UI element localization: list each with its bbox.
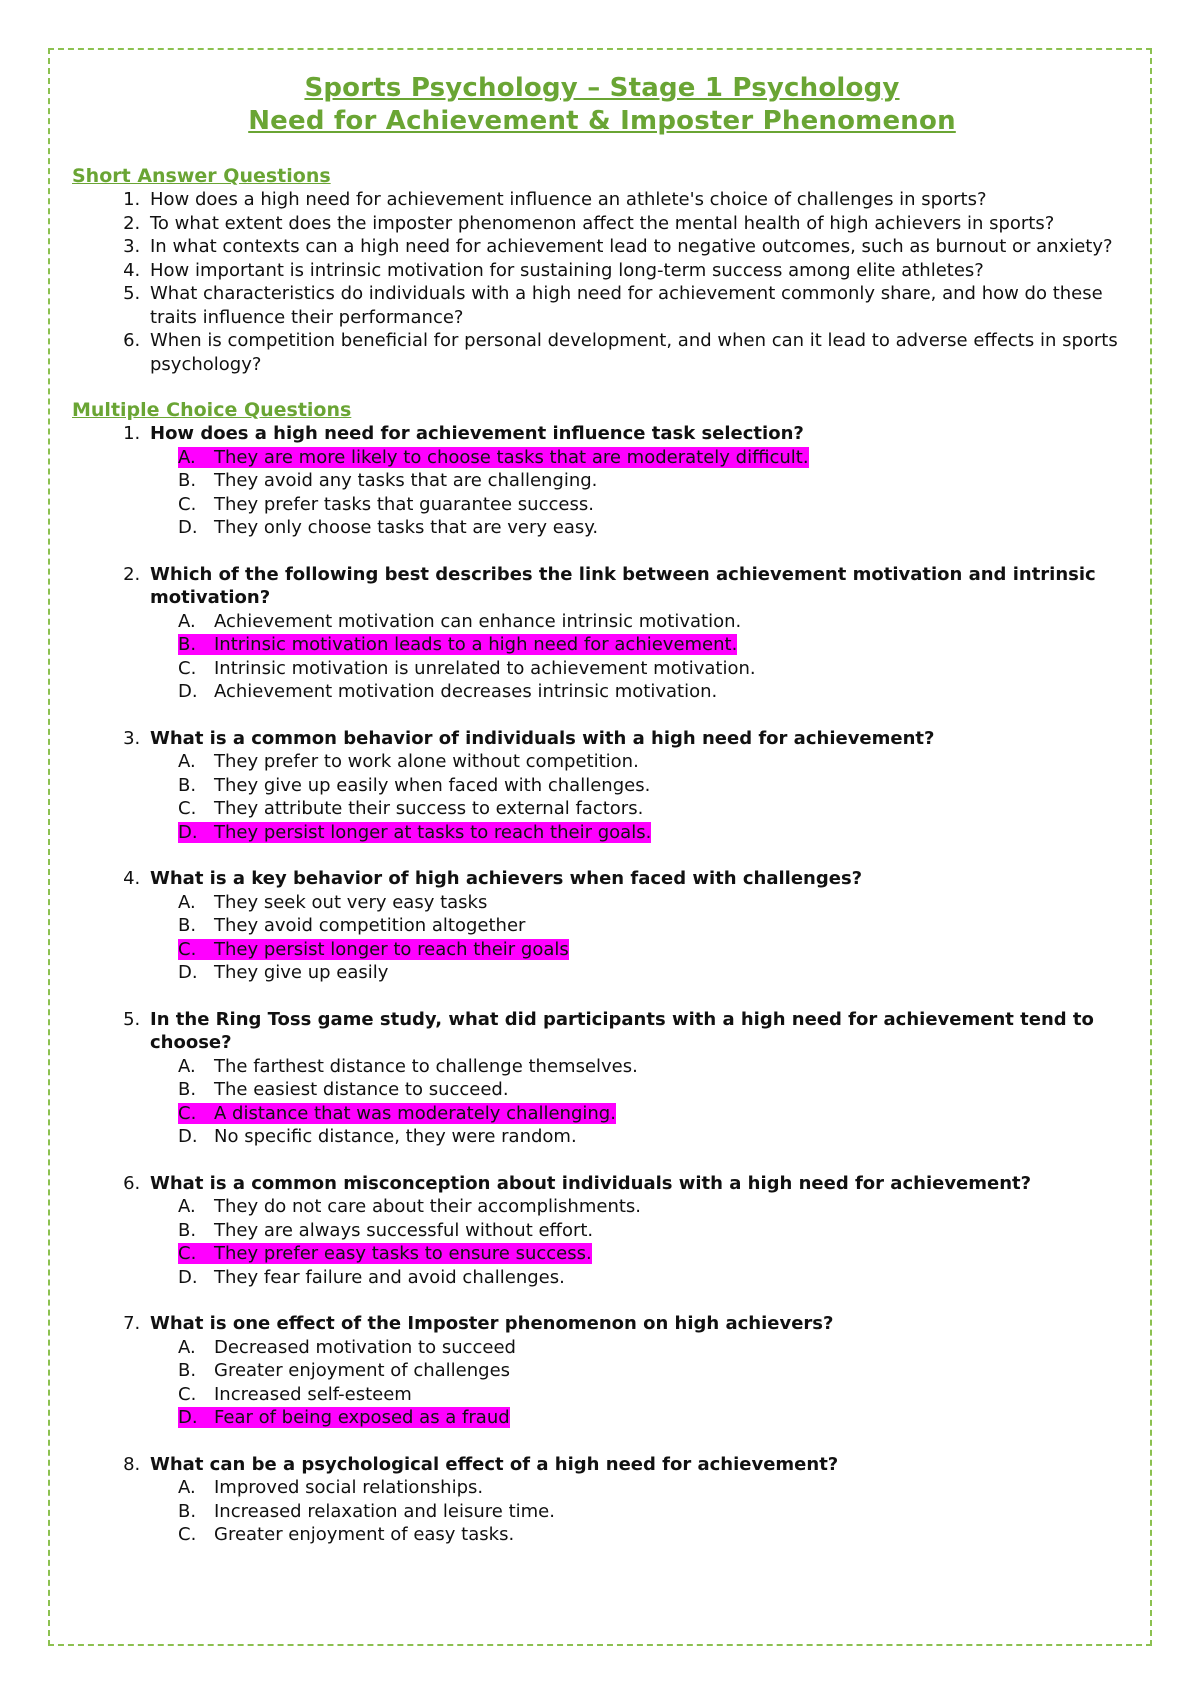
option-highlight [178, 1243, 592, 1264]
mcq-option [178, 1500, 1132, 1524]
mcq-question-text: 1. How does a high need for achievement influence task selection? [150, 423, 804, 444]
mcq-options [150, 1195, 1132, 1289]
mcq-options [150, 1336, 1132, 1430]
option-highlight [178, 1360, 510, 1381]
document-body [72, 72, 1132, 1570]
mcq-question-text: 3. What is a common behavior of individuals with a high need for achievement? [150, 727, 935, 749]
mcq-option [178, 1195, 1132, 1219]
option-highlight [178, 494, 594, 515]
mcq-option [178, 750, 1132, 774]
option-letter: D. [178, 1126, 198, 1147]
document-title [72, 72, 1132, 138]
mcq-option [178, 797, 1132, 821]
mcq-item [146, 727, 1132, 845]
option-text: Fear of being exposed as a fraud [214, 1407, 510, 1428]
mcq-option [178, 680, 1132, 704]
option-highlight [178, 517, 598, 538]
mcq-question-text: 7. What is one effect of the Imposter phenomenon on high achievers? [150, 1313, 834, 1334]
option-highlight [178, 751, 639, 772]
mcq-option [178, 1266, 1132, 1290]
mcq-options [150, 1476, 1132, 1547]
option-highlight [178, 634, 737, 655]
option-highlight [178, 1337, 516, 1358]
multiple-choice-heading: Multiple Choice Questions [72, 399, 352, 421]
option-highlight [178, 915, 525, 936]
title-line-1: Sports Psychology – Stage 1 Psychology [304, 73, 900, 103]
mcq-question-text: 2. Which of the following best describes the link between achievement motivation and intrinsic motivation? [150, 563, 1096, 608]
mcq-option [178, 1476, 1132, 1500]
option-letter: A. [178, 1336, 196, 1358]
short-answer-question: 6. When is competition beneficial for personal development, and when can it lead to adverse effects in sports psychology? [146, 329, 1132, 376]
option-highlight [178, 611, 741, 632]
short-answer-question: 5. What characteristics do individuals with a high need for achievement commonly share, and how do these traits influence their performance? [146, 282, 1132, 329]
mcq-option [178, 657, 1132, 681]
mcq-option-correct [178, 446, 1132, 470]
option-highlight [178, 681, 717, 702]
option-text: Intrinsic motivation is unrelated to achievement motivation. [214, 657, 756, 679]
option-highlight [178, 658, 756, 679]
mcq-option-correct [178, 821, 1132, 845]
option-highlight [178, 798, 643, 819]
option-highlight [178, 1079, 509, 1100]
option-highlight [178, 470, 597, 491]
option-text: They seek out very easy tasks [214, 891, 488, 913]
option-letter: D. [178, 821, 198, 843]
option-text: They do not care about their accomplishments. [214, 1196, 642, 1217]
option-text: They avoid competition altogether [214, 915, 526, 936]
option-text: Greater enjoyment of challenges [214, 1360, 511, 1381]
mcq-item [146, 1312, 1132, 1430]
mcq-options [150, 610, 1132, 704]
mcq-option-correct [178, 938, 1132, 962]
option-letter: B. [178, 634, 197, 655]
option-highlight [178, 1220, 593, 1241]
option-text: No specific distance, they were random. [214, 1126, 577, 1147]
option-letter: B. [178, 1360, 197, 1381]
mcq-option-correct [178, 1242, 1132, 1266]
option-text: They persist longer to reach their goals [214, 938, 569, 960]
mcq-option [178, 469, 1132, 493]
short-answer-question: 2. To what extent does the imposter phenomenon affect the mental health of high achievers in sports? [146, 212, 1132, 236]
option-letter: A. [178, 1477, 196, 1498]
mcq-options [150, 750, 1132, 844]
option-text: Increased self-esteem [214, 1383, 412, 1405]
option-highlight [178, 447, 809, 468]
option-letter: C. [178, 938, 197, 960]
short-answer-list [72, 188, 1132, 376]
option-highlight [178, 939, 569, 960]
option-letter: A. [178, 610, 196, 632]
option-text: The easiest distance to succeed. [214, 1079, 509, 1100]
option-highlight [178, 1524, 514, 1545]
option-letter: D. [178, 962, 198, 983]
option-letter: C. [178, 493, 197, 515]
multiple-choice-list [72, 422, 1132, 1547]
mcq-option [178, 1383, 1132, 1407]
option-text: They give up easily [214, 962, 389, 983]
option-text: They fear failure and avoid challenges. [214, 1266, 565, 1288]
mcq-options [150, 446, 1132, 540]
short-answer-question: 4. How important is intrinsic motivation for sustaining long-term success among elite athletes? [146, 259, 1132, 283]
mcq-option-correct [178, 633, 1132, 657]
option-letter: B. [178, 774, 197, 796]
mcq-question-text: 8. What can be a psychological effect of a high need for achievement? [150, 1453, 839, 1475]
option-highlight [178, 1126, 577, 1147]
mcq-question-text: 5. In the Ring Toss game study, what did participants with a high need for achievement tend to choose? [150, 1008, 1094, 1053]
title-line-2: Need for Achievement & Imposter Phenomenon [248, 106, 956, 136]
option-letter: D. [178, 1266, 198, 1288]
option-highlight [178, 1384, 412, 1405]
option-text: A distance that was moderately challenging. [214, 1102, 616, 1124]
option-letter: C. [178, 1243, 197, 1264]
option-text: They persist longer at tasks to reach their goals. [214, 821, 652, 843]
option-letter: A. [178, 1055, 196, 1077]
option-letter: D. [178, 681, 198, 702]
short-answer-question: 3. In what contexts can a high need for achievement lead to negative outcomes, such as burnout or anxiety? [146, 235, 1132, 259]
option-letter: A. [178, 751, 196, 772]
option-text: Increased relaxation and leisure time. [214, 1500, 555, 1522]
option-letter: C. [178, 798, 197, 819]
option-text: They attribute their success to external factors. [214, 798, 644, 819]
mcq-option [178, 1078, 1132, 1102]
option-highlight [178, 1056, 638, 1077]
option-letter: C. [178, 1524, 197, 1545]
mcq-item [146, 563, 1132, 704]
option-letter: A. [178, 1196, 196, 1217]
option-text: Decreased motivation to succeed [214, 1336, 516, 1358]
mcq-option [178, 1055, 1132, 1079]
option-letter: A. [178, 446, 196, 468]
mcq-option [178, 1359, 1132, 1383]
mcq-option [178, 961, 1132, 985]
option-text: They prefer easy tasks to ensure success. [214, 1243, 592, 1264]
option-letter: B. [178, 470, 197, 491]
option-text: They only choose tasks that are very easy. [214, 517, 599, 538]
option-text: Greater enjoyment of easy tasks. [214, 1524, 515, 1545]
option-text: They prefer to work alone without competition. [214, 751, 639, 772]
mcq-question-text: 6. What is a common misconception about individuals with a high need for achievement? [150, 1172, 1032, 1194]
option-letter: B. [178, 1219, 197, 1241]
option-highlight [178, 892, 487, 913]
mcq-option [178, 516, 1132, 540]
option-text: They are more likely to choose tasks that are moderately difficult. [214, 446, 809, 468]
option-text: The farthest distance to challenge themselves. [214, 1055, 638, 1077]
mcq-option [178, 610, 1132, 634]
mcq-option [178, 1523, 1132, 1547]
option-highlight [178, 962, 388, 983]
option-letter: C. [178, 657, 197, 679]
option-letter: A. [178, 891, 196, 913]
mcq-item [146, 1172, 1132, 1290]
option-highlight [178, 775, 650, 796]
option-letter: B. [178, 915, 197, 936]
option-text: They prefer tasks that guarantee success. [214, 493, 594, 515]
mcq-option-correct [178, 1406, 1132, 1430]
option-text: They are always successful without effort. [214, 1219, 594, 1241]
option-highlight [178, 1267, 565, 1288]
option-letter: D. [178, 1407, 198, 1428]
option-highlight [178, 1103, 616, 1124]
mcq-option [178, 1336, 1132, 1360]
option-text: Improved social relationships. [214, 1477, 484, 1498]
option-letter: B. [178, 1500, 197, 1522]
short-answer-question: 1. How does a high need for achievement influence an athlete's choice of challenges in sports? [146, 188, 1132, 212]
mcq-option-correct [178, 1102, 1132, 1126]
option-highlight [178, 1477, 483, 1498]
option-letter: C. [178, 1102, 197, 1124]
option-letter: B. [178, 1079, 197, 1100]
option-text: Achievement motivation decreases intrinsic motivation. [214, 681, 718, 702]
option-text: They give up easily when faced with challenges. [214, 774, 651, 796]
mcq-option [178, 914, 1132, 938]
mcq-question-text: 4. What is a key behavior of high achievers when faced with challenges? [150, 868, 863, 889]
mcq-item [146, 867, 1132, 985]
option-text: Achievement motivation can enhance intrinsic motivation. [214, 610, 742, 632]
option-text: They avoid any tasks that are challenging. [214, 470, 598, 491]
mcq-option [178, 1125, 1132, 1149]
mcq-item [146, 1453, 1132, 1547]
mcq-item [146, 422, 1132, 540]
mcq-option [178, 493, 1132, 517]
mcq-option [178, 891, 1132, 915]
option-highlight [178, 1501, 555, 1522]
option-letter: D. [178, 517, 198, 538]
option-highlight [178, 1196, 641, 1217]
option-highlight [178, 1407, 510, 1428]
option-text: Intrinsic motivation leads to a high need for achievement. [214, 634, 738, 655]
mcq-option [178, 1219, 1132, 1243]
short-answer-heading: Short Answer Questions [72, 165, 331, 187]
mcq-options [150, 1055, 1132, 1149]
mcq-option [178, 774, 1132, 798]
mcq-item [146, 1008, 1132, 1149]
mcq-options [150, 891, 1132, 985]
option-letter: C. [178, 1383, 197, 1405]
option-highlight [178, 822, 651, 843]
